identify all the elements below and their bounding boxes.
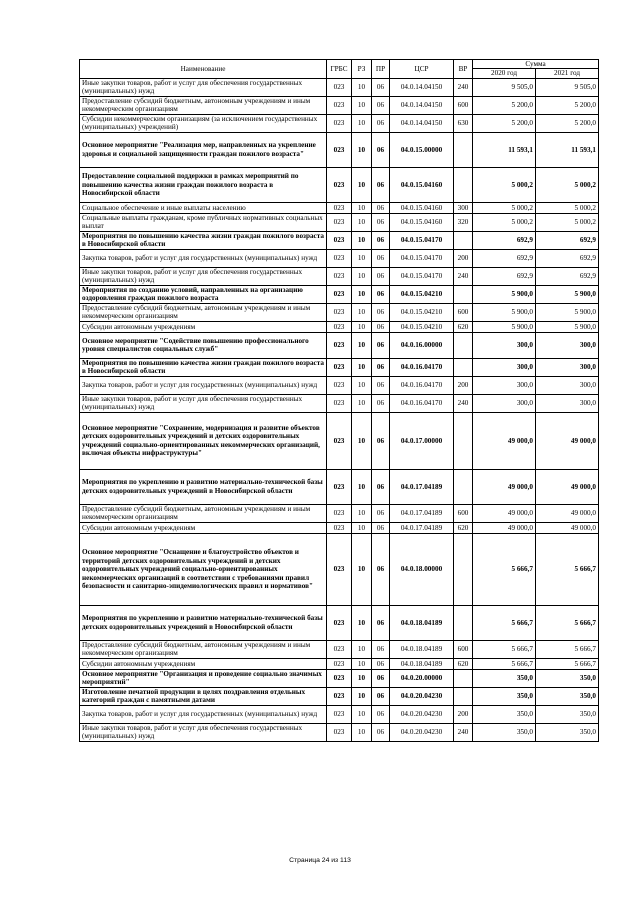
cell-vr: 620 bbox=[454, 321, 473, 332]
cell-csr: 04.0.16.04170 bbox=[390, 394, 454, 412]
cell-pr: 06 bbox=[372, 213, 390, 231]
cell-vr bbox=[454, 533, 473, 605]
cell-name: Основное мероприятие "Реализация мер, направленных на укрепление здоровья и социальной защищенности граждан пожилого возраста" bbox=[80, 132, 327, 167]
cell-sum-2020: 5 200,0 bbox=[473, 114, 536, 132]
cell-pr: 06 bbox=[372, 96, 390, 114]
cell-vr: 200 bbox=[454, 376, 473, 394]
cell-pr: 06 bbox=[372, 321, 390, 332]
cell-sum-2021: 300,0 bbox=[536, 332, 599, 358]
cell-sum-2021: 49 000,0 bbox=[536, 504, 599, 522]
cell-rz: 10 bbox=[352, 669, 372, 687]
table-row bbox=[80, 522, 599, 533]
cell-name: Изготовление печатной продукции в целях поздравления отдельных категорий граждан с памятными датами bbox=[80, 687, 327, 705]
table-row bbox=[80, 303, 599, 321]
cell-grbs: 023 bbox=[327, 412, 352, 469]
table-row bbox=[80, 167, 599, 202]
cell-csr: 04.0.20.04230 bbox=[390, 705, 454, 723]
cell-pr: 06 bbox=[372, 658, 390, 669]
cell-rz: 10 bbox=[352, 96, 372, 114]
cell-csr: 04.0.15.04160 bbox=[390, 167, 454, 202]
cell-name: Иные закупки товаров, работ и услуг для обеспечения государственных (муниципальных) нужд bbox=[80, 723, 327, 741]
cell-csr: 04.0.18.00000 bbox=[390, 533, 454, 605]
cell-sum-2021: 300,0 bbox=[536, 376, 599, 394]
cell-csr: 04.0.17.00000 bbox=[390, 412, 454, 469]
cell-name: Мероприятия по укреплению и развитию материально-технической базы детских оздоровительных учреждений в Новосибирской области bbox=[80, 469, 327, 504]
table-row bbox=[80, 332, 599, 358]
cell-sum-2021: 11 593,1 bbox=[536, 132, 599, 167]
cell-sum-2020: 5 000,2 bbox=[473, 167, 536, 202]
table-row bbox=[80, 605, 599, 640]
table-row bbox=[80, 249, 599, 267]
cell-vr bbox=[454, 132, 473, 167]
cell-sum-2021: 5 666,7 bbox=[536, 605, 599, 640]
cell-name: Иные закупки товаров, работ и услуг для обеспечения государственных (муниципальных) нужд bbox=[80, 267, 327, 285]
cell-sum-2020: 49 000,0 bbox=[473, 469, 536, 504]
cell-sum-2021: 5 900,0 bbox=[536, 285, 599, 303]
cell-csr: 04.0.17.04189 bbox=[390, 522, 454, 533]
cell-name: Социальное обеспечение и иные выплаты населению bbox=[80, 202, 327, 213]
cell-csr: 04.0.16.04170 bbox=[390, 376, 454, 394]
cell-sum-2020: 5 900,0 bbox=[473, 321, 536, 332]
cell-rz: 10 bbox=[352, 249, 372, 267]
cell-rz: 10 bbox=[352, 658, 372, 669]
table-row bbox=[80, 658, 599, 669]
table-row bbox=[80, 78, 599, 96]
header-csr: ЦСР bbox=[390, 60, 454, 79]
header-name: Наименование bbox=[80, 60, 327, 79]
cell-grbs: 023 bbox=[327, 669, 352, 687]
cell-vr bbox=[454, 231, 473, 249]
cell-sum-2021: 692,9 bbox=[536, 231, 599, 249]
cell-rz: 10 bbox=[352, 376, 372, 394]
cell-grbs: 023 bbox=[327, 394, 352, 412]
table-row bbox=[80, 376, 599, 394]
cell-name: Предоставление субсидий бюджетным, автономным учреждениям и иным некоммерческим организациям bbox=[80, 640, 327, 658]
cell-sum-2021: 5 900,0 bbox=[536, 303, 599, 321]
cell-sum-2021: 692,9 bbox=[536, 267, 599, 285]
cell-rz: 10 bbox=[352, 504, 372, 522]
cell-grbs: 023 bbox=[327, 267, 352, 285]
cell-sum-2021: 5 666,7 bbox=[536, 658, 599, 669]
cell-rz: 10 bbox=[352, 412, 372, 469]
cell-pr: 06 bbox=[372, 358, 390, 376]
cell-vr bbox=[454, 469, 473, 504]
cell-sum-2020: 692,9 bbox=[473, 231, 536, 249]
cell-rz: 10 bbox=[352, 167, 372, 202]
cell-rz: 10 bbox=[352, 303, 372, 321]
cell-sum-2021: 350,0 bbox=[536, 723, 599, 741]
cell-rz: 10 bbox=[352, 231, 372, 249]
cell-pr: 06 bbox=[372, 231, 390, 249]
cell-rz: 10 bbox=[352, 358, 372, 376]
cell-rz: 10 bbox=[352, 394, 372, 412]
cell-sum-2020: 5 900,0 bbox=[473, 285, 536, 303]
cell-sum-2020: 49 000,0 bbox=[473, 412, 536, 469]
cell-sum-2021: 5 666,7 bbox=[536, 640, 599, 658]
page-footer: Страница 24 из 113 bbox=[289, 857, 351, 864]
cell-vr: 620 bbox=[454, 522, 473, 533]
cell-vr bbox=[454, 167, 473, 202]
header-vr: ВР bbox=[454, 60, 473, 79]
cell-sum-2021: 300,0 bbox=[536, 358, 599, 376]
cell-sum-2021: 5 000,2 bbox=[536, 167, 599, 202]
cell-name: Предоставление субсидий бюджетным, автономным учреждениям и иным некоммерческим организациям bbox=[80, 303, 327, 321]
cell-sum-2020: 692,9 bbox=[473, 249, 536, 267]
cell-sum-2020: 5 200,0 bbox=[473, 96, 536, 114]
cell-pr: 06 bbox=[372, 78, 390, 96]
cell-rz: 10 bbox=[352, 522, 372, 533]
cell-name: Основное мероприятие "Оснащение и благоустройство объектов и территорий детских оздоровительных учреждений и детских оздоровительных учреждений социально-ориентированных некоммерческих организаций в соответствии с требованиями правил безопасности и санитарно-эпидемиологических правил и нормативов" bbox=[80, 533, 327, 605]
cell-rz: 10 bbox=[352, 533, 372, 605]
budget-table bbox=[79, 59, 599, 742]
cell-sum-2021: 350,0 bbox=[536, 669, 599, 687]
cell-sum-2020: 300,0 bbox=[473, 376, 536, 394]
cell-sum-2020: 350,0 bbox=[473, 687, 536, 705]
cell-grbs: 023 bbox=[327, 202, 352, 213]
cell-rz: 10 bbox=[352, 332, 372, 358]
header-grbs: ГРБС bbox=[327, 60, 352, 79]
cell-csr: 04.0.14.04150 bbox=[390, 114, 454, 132]
cell-grbs: 023 bbox=[327, 605, 352, 640]
cell-csr: 04.0.16.00000 bbox=[390, 332, 454, 358]
cell-name: Субсидии автономным учреждениям bbox=[80, 321, 327, 332]
table-row bbox=[80, 533, 599, 605]
cell-rz: 10 bbox=[352, 469, 372, 504]
cell-sum-2020: 5 000,2 bbox=[473, 202, 536, 213]
cell-sum-2021: 5 900,0 bbox=[536, 321, 599, 332]
cell-rz: 10 bbox=[352, 723, 372, 741]
cell-vr: 300 bbox=[454, 202, 473, 213]
cell-csr: 04.0.15.04210 bbox=[390, 303, 454, 321]
cell-sum-2021: 300,0 bbox=[536, 394, 599, 412]
cell-grbs: 023 bbox=[327, 640, 352, 658]
cell-csr: 04.0.14.04150 bbox=[390, 78, 454, 96]
cell-rz: 10 bbox=[352, 321, 372, 332]
cell-rz: 10 bbox=[352, 285, 372, 303]
table-row bbox=[80, 321, 599, 332]
cell-sum-2021: 5 000,2 bbox=[536, 202, 599, 213]
cell-vr bbox=[454, 332, 473, 358]
cell-csr: 04.0.15.00000 bbox=[390, 132, 454, 167]
table-row bbox=[80, 202, 599, 213]
cell-grbs: 023 bbox=[327, 285, 352, 303]
cell-name: Мероприятия по повышению качества жизни граждан пожилого возраста в Новосибирской области bbox=[80, 358, 327, 376]
cell-pr: 06 bbox=[372, 640, 390, 658]
cell-vr: 200 bbox=[454, 705, 473, 723]
cell-sum-2021: 350,0 bbox=[536, 705, 599, 723]
cell-name: Субсидии автономным учреждениям bbox=[80, 658, 327, 669]
cell-sum-2021: 49 000,0 bbox=[536, 522, 599, 533]
cell-name: Закупка товаров, работ и услуг для государственных (муниципальных) нужд bbox=[80, 705, 327, 723]
cell-rz: 10 bbox=[352, 687, 372, 705]
cell-name: Закупка товаров, работ и услуг для государственных (муниципальных) нужд bbox=[80, 376, 327, 394]
cell-vr: 200 bbox=[454, 249, 473, 267]
cell-rz: 10 bbox=[352, 213, 372, 231]
table-row bbox=[80, 469, 599, 504]
cell-pr: 06 bbox=[372, 202, 390, 213]
cell-csr: 04.0.18.04189 bbox=[390, 640, 454, 658]
cell-pr: 06 bbox=[372, 394, 390, 412]
cell-sum-2020: 350,0 bbox=[473, 705, 536, 723]
cell-rz: 10 bbox=[352, 114, 372, 132]
header-pr: ПР bbox=[372, 60, 390, 79]
cell-sum-2020: 300,0 bbox=[473, 332, 536, 358]
cell-csr: 04.0.15.04210 bbox=[390, 285, 454, 303]
cell-name: Предоставление субсидий бюджетным, автономным учреждениям и иным некоммерческим организациям bbox=[80, 96, 327, 114]
table-row bbox=[80, 114, 599, 132]
cell-pr: 06 bbox=[372, 167, 390, 202]
cell-grbs: 023 bbox=[327, 78, 352, 96]
cell-grbs: 023 bbox=[327, 469, 352, 504]
header-rz: РЗ bbox=[352, 60, 372, 79]
cell-vr: 240 bbox=[454, 78, 473, 96]
cell-grbs: 023 bbox=[327, 249, 352, 267]
cell-sum-2021: 692,9 bbox=[536, 249, 599, 267]
table-row bbox=[80, 504, 599, 522]
cell-pr: 06 bbox=[372, 412, 390, 469]
cell-sum-2021: 350,0 bbox=[536, 687, 599, 705]
cell-name: Закупка товаров, работ и услуг для государственных (муниципальных) нужд bbox=[80, 249, 327, 267]
cell-sum-2020: 300,0 bbox=[473, 394, 536, 412]
cell-pr: 06 bbox=[372, 249, 390, 267]
cell-pr: 06 bbox=[372, 114, 390, 132]
cell-vr: 320 bbox=[454, 213, 473, 231]
cell-csr: 04.0.17.04189 bbox=[390, 469, 454, 504]
cell-sum-2020: 5 900,0 bbox=[473, 303, 536, 321]
table-row bbox=[80, 231, 599, 249]
cell-vr: 620 bbox=[454, 658, 473, 669]
cell-sum-2021: 9 505,0 bbox=[536, 78, 599, 96]
table-row bbox=[80, 132, 599, 167]
cell-grbs: 023 bbox=[327, 687, 352, 705]
cell-csr: 04.0.14.04150 bbox=[390, 96, 454, 114]
cell-rz: 10 bbox=[352, 267, 372, 285]
cell-name: Мероприятия по созданию условий, направленных на организацию оздоровления граждан пожилого возраста bbox=[80, 285, 327, 303]
cell-grbs: 023 bbox=[327, 167, 352, 202]
cell-vr bbox=[454, 669, 473, 687]
cell-name: Субсидии некоммерческим организациям (за исключением государственных (муниципальных) учреждений) bbox=[80, 114, 327, 132]
cell-name: Иные закупки товаров, работ и услуг для обеспечения государственных (муниципальных) нужд bbox=[80, 78, 327, 96]
table-body bbox=[80, 78, 599, 741]
cell-csr: 04.0.17.04189 bbox=[390, 504, 454, 522]
cell-grbs: 023 bbox=[327, 321, 352, 332]
cell-sum-2020: 5 666,7 bbox=[473, 640, 536, 658]
table-row bbox=[80, 412, 599, 469]
cell-vr bbox=[454, 285, 473, 303]
cell-pr: 06 bbox=[372, 522, 390, 533]
cell-name: Основное мероприятие "Организация и проведение социально значимых мероприятий" bbox=[80, 669, 327, 687]
cell-vr bbox=[454, 687, 473, 705]
table-row bbox=[80, 669, 599, 687]
header-year-2020: 2020 год bbox=[473, 69, 536, 78]
cell-grbs: 023 bbox=[327, 504, 352, 522]
cell-rz: 10 bbox=[352, 132, 372, 167]
cell-sum-2021: 5 666,7 bbox=[536, 533, 599, 605]
cell-sum-2020: 5 666,7 bbox=[473, 533, 536, 605]
cell-sum-2021: 49 000,0 bbox=[536, 469, 599, 504]
cell-pr: 06 bbox=[372, 469, 390, 504]
cell-grbs: 023 bbox=[327, 213, 352, 231]
cell-vr: 240 bbox=[454, 723, 473, 741]
cell-name: Мероприятия по повышению качества жизни граждан пожилого возраста в Новосибирской области bbox=[80, 231, 327, 249]
cell-sum-2020: 5 666,7 bbox=[473, 658, 536, 669]
cell-name: Основное мероприятие "Сохранение, модернизация и развитие объектов детских оздоровительных учреждений и детских оздоровительных учреждений социально-ориентированных некоммерческих организаций, включая объекты инфраструктуры" bbox=[80, 412, 327, 469]
cell-grbs: 023 bbox=[327, 522, 352, 533]
cell-csr: 04.0.15.04160 bbox=[390, 213, 454, 231]
cell-pr: 06 bbox=[372, 533, 390, 605]
cell-pr: 06 bbox=[372, 303, 390, 321]
cell-csr: 04.0.15.04170 bbox=[390, 267, 454, 285]
cell-grbs: 023 bbox=[327, 231, 352, 249]
cell-pr: 06 bbox=[372, 605, 390, 640]
cell-csr: 04.0.20.04230 bbox=[390, 723, 454, 741]
cell-rz: 10 bbox=[352, 202, 372, 213]
cell-csr: 04.0.20.04230 bbox=[390, 687, 454, 705]
cell-sum-2021: 49 000,0 bbox=[536, 412, 599, 469]
table-row bbox=[80, 267, 599, 285]
cell-grbs: 023 bbox=[327, 114, 352, 132]
cell-rz: 10 bbox=[352, 640, 372, 658]
cell-name: Субсидии автономным учреждениям bbox=[80, 522, 327, 533]
cell-rz: 10 bbox=[352, 705, 372, 723]
cell-name: Мероприятия по укреплению и развитию материально-технической базы детских оздоровительных учреждений в Новосибирской области bbox=[80, 605, 327, 640]
cell-sum-2020: 350,0 bbox=[473, 723, 536, 741]
header-year-2021: 2021 год bbox=[536, 69, 599, 78]
cell-sum-2020: 9 505,0 bbox=[473, 78, 536, 96]
cell-sum-2021: 5 200,0 bbox=[536, 96, 599, 114]
cell-vr: 600 bbox=[454, 303, 473, 321]
table-row bbox=[80, 723, 599, 741]
cell-csr: 04.0.15.04160 bbox=[390, 202, 454, 213]
cell-grbs: 023 bbox=[327, 132, 352, 167]
cell-name: Предоставление субсидий бюджетным, автономным учреждениям и иным некоммерческим организациям bbox=[80, 504, 327, 522]
header-sum: Сумма bbox=[473, 60, 599, 69]
cell-csr: 04.0.15.04170 bbox=[390, 231, 454, 249]
cell-grbs: 023 bbox=[327, 358, 352, 376]
cell-csr: 04.0.18.04189 bbox=[390, 658, 454, 669]
cell-vr: 240 bbox=[454, 267, 473, 285]
cell-grbs: 023 bbox=[327, 658, 352, 669]
cell-pr: 06 bbox=[372, 376, 390, 394]
cell-pr: 06 bbox=[372, 332, 390, 358]
cell-vr bbox=[454, 412, 473, 469]
table-row bbox=[80, 358, 599, 376]
cell-pr: 06 bbox=[372, 504, 390, 522]
table-row bbox=[80, 213, 599, 231]
cell-grbs: 023 bbox=[327, 96, 352, 114]
cell-sum-2021: 5 200,0 bbox=[536, 114, 599, 132]
cell-name: Иные закупки товаров, работ и услуг для обеспечения государственных (муниципальных) нужд bbox=[80, 394, 327, 412]
cell-csr: 04.0.20.00000 bbox=[390, 669, 454, 687]
cell-pr: 06 bbox=[372, 687, 390, 705]
cell-grbs: 023 bbox=[327, 705, 352, 723]
cell-grbs: 023 bbox=[327, 723, 352, 741]
cell-sum-2020: 300,0 bbox=[473, 358, 536, 376]
cell-vr bbox=[454, 605, 473, 640]
cell-sum-2020: 5 666,7 bbox=[473, 605, 536, 640]
cell-vr: 600 bbox=[454, 640, 473, 658]
cell-pr: 06 bbox=[372, 132, 390, 167]
cell-pr: 06 bbox=[372, 285, 390, 303]
cell-grbs: 023 bbox=[327, 533, 352, 605]
table-row bbox=[80, 285, 599, 303]
cell-pr: 06 bbox=[372, 723, 390, 741]
cell-rz: 10 bbox=[352, 78, 372, 96]
table-row bbox=[80, 705, 599, 723]
cell-pr: 06 bbox=[372, 705, 390, 723]
cell-rz: 10 bbox=[352, 605, 372, 640]
cell-pr: 06 bbox=[372, 267, 390, 285]
table-row bbox=[80, 96, 599, 114]
cell-sum-2020: 49 000,0 bbox=[473, 504, 536, 522]
cell-name: Предоставление социальной поддержки в рамках мероприятий по повышению качества жизни граждан пожилого возраста в Новосибирской области bbox=[80, 167, 327, 202]
cell-csr: 04.0.18.04189 bbox=[390, 605, 454, 640]
cell-sum-2020: 11 593,1 bbox=[473, 132, 536, 167]
cell-vr: 630 bbox=[454, 114, 473, 132]
cell-vr: 600 bbox=[454, 504, 473, 522]
table-row bbox=[80, 394, 599, 412]
cell-name: Основное мероприятие "Содействие повышению профессионального уровня специалистов социальных служб" bbox=[80, 332, 327, 358]
cell-grbs: 023 bbox=[327, 332, 352, 358]
cell-name: Социальные выплаты гражданам, кроме публичных нормативных социальных выплат bbox=[80, 213, 327, 231]
cell-pr: 06 bbox=[372, 669, 390, 687]
cell-sum-2020: 350,0 bbox=[473, 669, 536, 687]
cell-csr: 04.0.15.04170 bbox=[390, 249, 454, 267]
cell-sum-2020: 49 000,0 bbox=[473, 522, 536, 533]
table-row bbox=[80, 640, 599, 658]
cell-sum-2020: 5 000,2 bbox=[473, 213, 536, 231]
cell-csr: 04.0.15.04210 bbox=[390, 321, 454, 332]
cell-vr: 600 bbox=[454, 96, 473, 114]
cell-vr bbox=[454, 358, 473, 376]
cell-vr: 240 bbox=[454, 394, 473, 412]
table-row bbox=[80, 687, 599, 705]
cell-sum-2020: 692,9 bbox=[473, 267, 536, 285]
cell-csr: 04.0.16.04170 bbox=[390, 358, 454, 376]
cell-sum-2021: 5 000,2 bbox=[536, 213, 599, 231]
cell-grbs: 023 bbox=[327, 376, 352, 394]
cell-grbs: 023 bbox=[327, 303, 352, 321]
